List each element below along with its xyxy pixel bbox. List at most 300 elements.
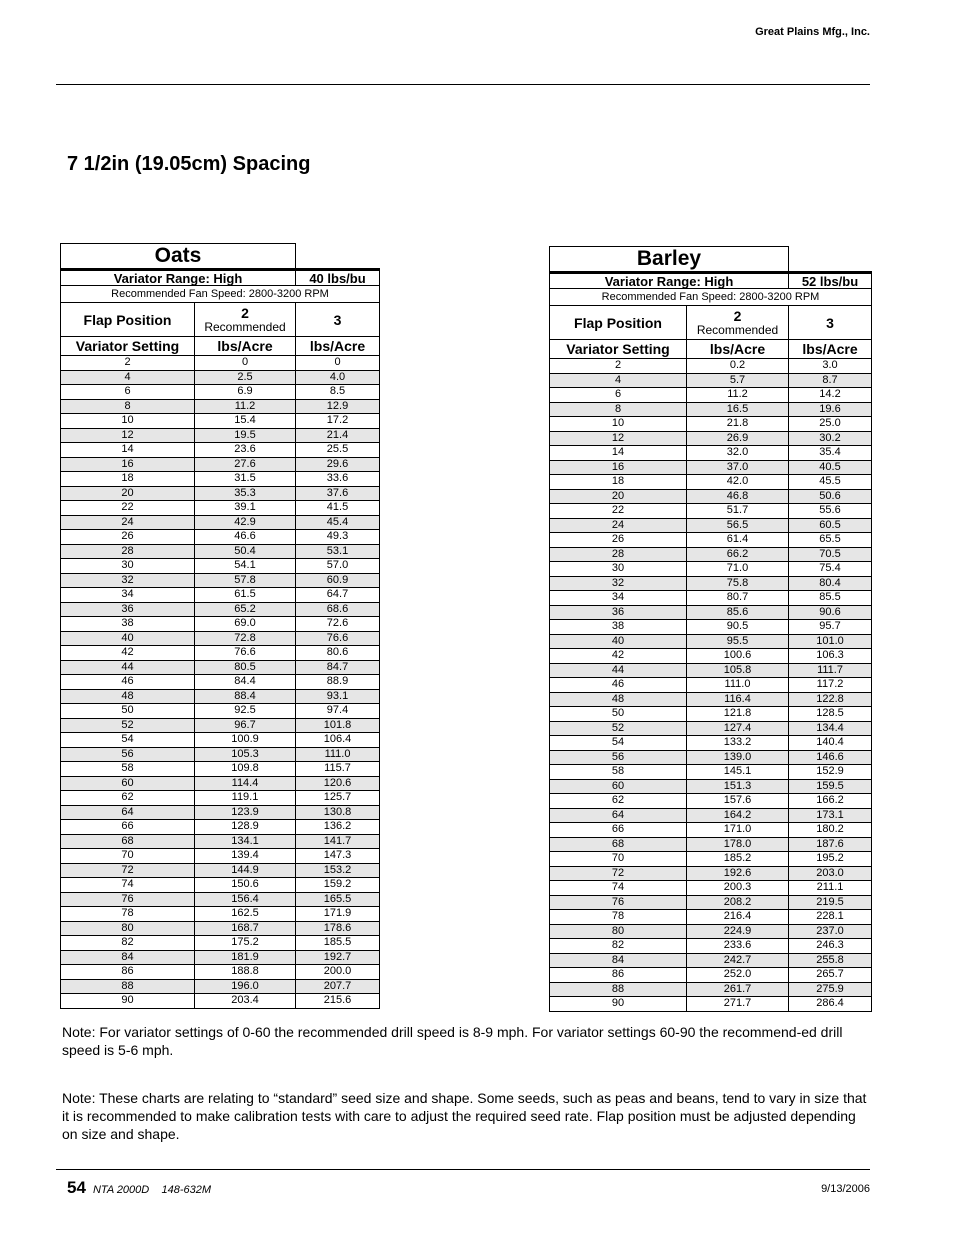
rate-flap-3-cell: 60.9 (296, 573, 380, 588)
variator-setting-cell: 66 (61, 820, 195, 835)
rate-flap-3-cell: 265.7 (789, 968, 872, 983)
rate-flap-2-cell: 121.8 (687, 707, 789, 722)
table-row (61, 791, 380, 806)
rate-flap-2-cell: 80.7 (687, 591, 789, 606)
table-row (61, 762, 380, 777)
table-row (550, 736, 872, 751)
rate-flap-2-cell: 50.4 (195, 544, 296, 559)
rate-flap-3-cell: 25.5 (296, 443, 380, 458)
table-row (61, 863, 380, 878)
variator-setting-cell: 76 (61, 892, 195, 907)
table-row (550, 750, 872, 765)
rate-flap-2-cell: 57.8 (195, 573, 296, 588)
variator-setting-cell: 12 (61, 428, 195, 443)
variator-setting-cell: 16 (61, 457, 195, 472)
rate-flap-2-cell: 150.6 (195, 878, 296, 893)
rate-flap-3-cell: 68.6 (296, 602, 380, 617)
variator-setting-cell: 24 (61, 515, 195, 530)
rate-flap-2-cell: 188.8 (195, 965, 296, 980)
table-row (61, 733, 380, 748)
table-row (61, 602, 380, 617)
column-header-row (61, 337, 380, 356)
table-row (550, 721, 872, 736)
header-rule (56, 84, 870, 85)
table-row (550, 475, 872, 490)
rate-flap-3-cell: 153.2 (296, 863, 380, 878)
variator-setting-cell: 8 (61, 399, 195, 414)
table-row (61, 936, 380, 951)
rate-flap-2-cell: 66.2 (687, 547, 789, 562)
lbs-acre-header: lbs/Acre (195, 337, 296, 356)
rate-flap-2-cell: 71.0 (687, 562, 789, 577)
rate-flap-2-cell: 6.9 (195, 385, 296, 400)
table-row (550, 895, 872, 910)
table-row (550, 402, 872, 417)
variator-setting-cell: 50 (550, 707, 687, 722)
table-row (550, 707, 872, 722)
rate-flap-3-cell: 49.3 (296, 530, 380, 545)
variator-setting-cell: 8 (550, 402, 687, 417)
rate-flap-3-cell: 246.3 (789, 939, 872, 954)
variator-setting-cell: 34 (61, 588, 195, 603)
rate-flap-2-cell: 2.5 (195, 370, 296, 385)
flap-number: 2 (733, 308, 742, 324)
rate-flap-3-cell: 237.0 (789, 924, 872, 939)
variator-setting-cell: 2 (61, 356, 195, 371)
rate-flap-3-cell: 72.6 (296, 617, 380, 632)
rate-flap-2-cell: 11.2 (195, 399, 296, 414)
rate-flap-3-cell: 117.2 (789, 678, 872, 693)
table-row (550, 373, 872, 388)
rate-flap-2-cell: 192.6 (687, 866, 789, 881)
fan-speed: Recommended Fan Speed: 2800-3200 RPM (61, 286, 380, 303)
rate-flap-3-cell: 120.6 (296, 776, 380, 791)
rate-flap-2-cell: 261.7 (687, 982, 789, 997)
variator-setting-cell: 72 (550, 866, 687, 881)
variator-setting-cell: 74 (550, 881, 687, 896)
rate-flap-2-cell: 100.9 (195, 733, 296, 748)
table-row (61, 907, 380, 922)
variator-setting-cell: 18 (550, 475, 687, 490)
variator-setting-cell: 32 (61, 573, 195, 588)
variator-setting-cell: 88 (61, 979, 195, 994)
rate-flap-3-cell: 275.9 (789, 982, 872, 997)
table-row (61, 718, 380, 733)
table-row (550, 779, 872, 794)
variator-setting-cell: 14 (61, 443, 195, 458)
rate-flap-3-cell: 101.0 (789, 634, 872, 649)
table-row (550, 852, 872, 867)
rate-flap-2-cell: 233.6 (687, 939, 789, 954)
rate-flap-3-cell: 93.1 (296, 689, 380, 704)
variator-setting-header: Variator Setting (61, 337, 195, 356)
rate-flap-2-cell: 31.5 (195, 472, 296, 487)
rate-flap-3-cell: 45.5 (789, 475, 872, 490)
rate-flap-2-cell: 185.2 (687, 852, 789, 867)
table-row (550, 605, 872, 620)
rate-flap-2-cell: 105.3 (195, 747, 296, 762)
variator-setting-cell: 24 (550, 518, 687, 533)
variator-setting-cell: 56 (550, 750, 687, 765)
table-row (61, 399, 380, 414)
table-row (61, 892, 380, 907)
variator-setting-cell: 20 (550, 489, 687, 504)
variator-setting-cell: 46 (550, 678, 687, 693)
rate-flap-3-cell: 14.2 (789, 388, 872, 403)
table-row (61, 776, 380, 791)
rate-flap-3-cell: 19.6 (789, 402, 872, 417)
rate-flap-2-cell: 156.4 (195, 892, 296, 907)
variator-setting-cell: 26 (550, 533, 687, 548)
variator-setting-cell: 26 (61, 530, 195, 545)
rate-flap-2-cell: 75.8 (687, 576, 789, 591)
rate-flap-3-cell: 60.5 (789, 518, 872, 533)
table-row (61, 834, 380, 849)
table-row (61, 544, 380, 559)
rate-table (60, 268, 380, 1009)
rate-flap-3-cell: 115.7 (296, 762, 380, 777)
table-row (61, 457, 380, 472)
rate-flap-2-cell: 84.4 (195, 675, 296, 690)
barley-rate-table (549, 246, 871, 1012)
table-row (61, 631, 380, 646)
variator-setting-cell: 10 (550, 417, 687, 432)
rate-flap-3-cell: 97.4 (296, 704, 380, 719)
rate-flap-3-cell: 3.0 (789, 359, 872, 374)
table-row (61, 486, 380, 501)
rate-flap-2-cell: 61.4 (687, 533, 789, 548)
variator-setting-cell: 42 (550, 649, 687, 664)
rate-flap-3-cell: 4.0 (296, 370, 380, 385)
variator-setting-cell: 30 (550, 562, 687, 577)
table-row (550, 518, 872, 533)
rate-flap-3-cell: 146.6 (789, 750, 872, 765)
lbs-acre-header: lbs/Acre (296, 337, 380, 356)
rate-flap-2-cell: 90.5 (687, 620, 789, 635)
variator-setting-cell: 78 (550, 910, 687, 925)
variator-setting-cell: 70 (61, 849, 195, 864)
rate-flap-3-cell: 195.2 (789, 852, 872, 867)
table-row (550, 939, 872, 954)
rate-flap-3-cell: 228.1 (789, 910, 872, 925)
variator-setting-cell: 38 (550, 620, 687, 635)
variator-range: Variator Range: High (61, 270, 296, 286)
rate-flap-3-cell: 141.7 (296, 834, 380, 849)
rate-flap-3-cell: 17.2 (296, 414, 380, 429)
table-row (550, 460, 872, 475)
table-row (550, 547, 872, 562)
footer-rule (56, 1169, 870, 1170)
table-row (550, 388, 872, 403)
rate-flap-3-cell: 134.4 (789, 721, 872, 736)
variator-setting-cell: 28 (61, 544, 195, 559)
variator-setting-cell: 62 (61, 791, 195, 806)
drill-speed-note: Note: For variator settings of 0-60 the recommended drill speed is 8-9 mph. For variator settings 60-90 the recommend-ed drill speed is 5-6 mph. (62, 1024, 843, 1058)
variator-setting-cell: 48 (61, 689, 195, 704)
variator-setting-cell: 64 (61, 805, 195, 820)
table-row (550, 794, 872, 809)
variator-setting-cell: 30 (61, 559, 195, 574)
table-row (550, 837, 872, 852)
variator-setting-cell: 86 (550, 968, 687, 983)
rate-flap-2-cell: 76.6 (195, 646, 296, 661)
table-row (61, 443, 380, 458)
variator-setting-cell: 86 (61, 965, 195, 980)
rate-flap-3-cell: 159.2 (296, 878, 380, 893)
table-row (61, 979, 380, 994)
table-row (61, 472, 380, 487)
variator-setting-cell: 36 (61, 602, 195, 617)
rate-flap-2-cell: 5.7 (687, 373, 789, 388)
table-row (550, 634, 872, 649)
variator-setting-cell: 80 (61, 921, 195, 936)
table-row (61, 559, 380, 574)
variator-setting-cell: 58 (550, 765, 687, 780)
rate-flap-2-cell: 11.2 (687, 388, 789, 403)
recommended-label: Recommended (696, 323, 779, 337)
rate-flap-2-cell: 252.0 (687, 968, 789, 983)
rate-flap-2-cell: 56.5 (687, 518, 789, 533)
rate-flap-2-cell: 16.5 (687, 402, 789, 417)
variator-setting-cell: 42 (61, 646, 195, 661)
table-row (550, 591, 872, 606)
table-row (61, 370, 380, 385)
rate-flap-2-cell: 39.1 (195, 501, 296, 516)
flap-number: 2 (241, 305, 249, 321)
variator-setting-cell: 62 (550, 794, 687, 809)
variator-range-row (550, 273, 872, 289)
rate-flap-2-cell: 164.2 (687, 808, 789, 823)
rate-flap-2-cell: 32.0 (687, 446, 789, 461)
rate-flap-2-cell: 151.3 (687, 779, 789, 794)
rate-flap-3-cell: 76.6 (296, 631, 380, 646)
variator-setting-cell: 32 (550, 576, 687, 591)
variator-setting-cell: 78 (61, 907, 195, 922)
table-row (550, 982, 872, 997)
rate-flap-3-cell: 53.1 (296, 544, 380, 559)
table-row (550, 823, 872, 838)
variator-setting-cell: 34 (550, 591, 687, 606)
rate-flap-2-cell: 21.8 (687, 417, 789, 432)
table-row (550, 359, 872, 374)
rate-flap-3-cell: 33.6 (296, 472, 380, 487)
rate-flap-2-cell: 181.9 (195, 950, 296, 965)
table-row (61, 414, 380, 429)
rate-flap-3-cell: 8.5 (296, 385, 380, 400)
rate-flap-3-cell: 173.1 (789, 808, 872, 823)
table-row (61, 515, 380, 530)
table-row (550, 866, 872, 881)
rate-flap-2-cell: 96.7 (195, 718, 296, 733)
table-row (61, 994, 380, 1009)
table-row (550, 649, 872, 664)
flap-position-row (61, 303, 380, 337)
rate-flap-2-cell: 216.4 (687, 910, 789, 925)
variator-setting-cell: 82 (61, 936, 195, 951)
rate-flap-2-cell: 116.4 (687, 692, 789, 707)
rate-flap-3-cell: 180.2 (789, 823, 872, 838)
variator-setting-cell: 12 (550, 431, 687, 446)
rate-flap-2-cell: 92.5 (195, 704, 296, 719)
table-row (61, 878, 380, 893)
rate-flap-2-cell: 203.4 (195, 994, 296, 1009)
rate-flap-3-cell: 50.6 (789, 489, 872, 504)
variator-setting-cell: 46 (61, 675, 195, 690)
variator-setting-cell: 74 (61, 878, 195, 893)
seed-weight: 40 lbs/bu (296, 270, 380, 286)
table-title: Oats (60, 243, 296, 268)
rate-flap-3-cell: 140.4 (789, 736, 872, 751)
table-row (61, 849, 380, 864)
table-row (550, 997, 872, 1012)
rate-flap-3-cell: 0 (296, 356, 380, 371)
variator-setting-cell: 64 (550, 808, 687, 823)
variator-setting-cell: 90 (550, 997, 687, 1012)
rate-flap-2-cell: 224.9 (687, 924, 789, 939)
page-number: 54 (67, 1178, 86, 1197)
seed-weight: 52 lbs/bu (789, 273, 872, 289)
table-row (550, 692, 872, 707)
table-row (61, 617, 380, 632)
rate-flap-3-cell: 64.7 (296, 588, 380, 603)
variator-setting-cell: 68 (550, 837, 687, 852)
variator-setting-cell: 72 (61, 863, 195, 878)
variator-setting-cell: 52 (550, 721, 687, 736)
rate-flap-3-cell: 130.8 (296, 805, 380, 820)
fan-speed: Recommended Fan Speed: 2800-3200 RPM (550, 289, 872, 306)
flap-position-row (550, 306, 872, 340)
rate-flap-3-cell: 95.7 (789, 620, 872, 635)
rate-flap-3-cell: 65.5 (789, 533, 872, 548)
variator-setting-cell: 20 (61, 486, 195, 501)
lbs-acre-header: lbs/Acre (687, 340, 789, 359)
variator-setting-cell: 48 (550, 692, 687, 707)
variator-setting-cell: 56 (61, 747, 195, 762)
rate-flap-2-cell: 145.1 (687, 765, 789, 780)
table-row (61, 805, 380, 820)
rate-flap-2-cell: 134.1 (195, 834, 296, 849)
rate-flap-3-cell: 219.5 (789, 895, 872, 910)
rate-flap-3-cell: 45.4 (296, 515, 380, 530)
rate-flap-3-cell: 122.8 (789, 692, 872, 707)
table-row (61, 965, 380, 980)
table-row (550, 504, 872, 519)
rate-flap-3-cell: 207.7 (296, 979, 380, 994)
company-name: Great Plains Mfg., Inc. (755, 26, 870, 38)
footer-date: 9/13/2006 (821, 1183, 870, 1195)
variator-setting-cell: 80 (550, 924, 687, 939)
table-row (61, 689, 380, 704)
variator-setting-cell: 52 (61, 718, 195, 733)
flap-position-label: Flap Position (550, 306, 687, 340)
rate-flap-3-cell: 255.8 (789, 953, 872, 968)
variator-setting-cell: 4 (550, 373, 687, 388)
table-row (550, 924, 872, 939)
rate-flap-2-cell: 119.1 (195, 791, 296, 806)
rate-flap-3-cell: 125.7 (296, 791, 380, 806)
rate-flap-2-cell: 19.5 (195, 428, 296, 443)
rate-flap-2-cell: 133.2 (687, 736, 789, 751)
variator-setting-cell: 90 (61, 994, 195, 1009)
rate-flap-2-cell: 88.4 (195, 689, 296, 704)
table-row (550, 910, 872, 925)
rate-flap-2-cell: 95.5 (687, 634, 789, 649)
variator-range: Variator Range: High (550, 273, 789, 289)
table-row (550, 765, 872, 780)
rate-flap-3-cell: 8.7 (789, 373, 872, 388)
variator-setting-cell: 22 (61, 501, 195, 516)
rate-flap-3-cell: 106.3 (789, 649, 872, 664)
rate-flap-2-cell: 196.0 (195, 979, 296, 994)
rate-flap-3-cell: 187.6 (789, 837, 872, 852)
fan-speed-row (61, 286, 380, 303)
variator-setting-cell: 22 (550, 504, 687, 519)
table-row (61, 704, 380, 719)
table-row (550, 489, 872, 504)
rate-flap-3-cell: 200.0 (296, 965, 380, 980)
flap-position-3: 3 (789, 306, 872, 340)
rate-flap-3-cell: 159.5 (789, 779, 872, 794)
page-title: 7 1/2in (19.05cm) Spacing (67, 153, 311, 175)
rate-flap-3-cell: 21.4 (296, 428, 380, 443)
rate-flap-3-cell: 88.9 (296, 675, 380, 690)
rate-flap-3-cell: 90.6 (789, 605, 872, 620)
table-row (550, 562, 872, 577)
doc-id: NTA 2000D (92, 1184, 150, 1196)
variator-setting-cell: 10 (61, 414, 195, 429)
rate-flap-2-cell: 72.8 (195, 631, 296, 646)
rate-flap-3-cell: 185.5 (296, 936, 380, 951)
rate-flap-2-cell: 54.1 (195, 559, 296, 574)
rate-flap-2-cell: 85.6 (687, 605, 789, 620)
table-body (550, 273, 872, 1012)
rate-table (549, 271, 872, 1012)
table-row (61, 530, 380, 545)
table-title: Barley (549, 246, 789, 271)
rate-flap-2-cell: 242.7 (687, 953, 789, 968)
table-row (550, 417, 872, 432)
rate-flap-3-cell: 147.3 (296, 849, 380, 864)
table-row (61, 501, 380, 516)
flap-position-2 (687, 306, 789, 340)
rate-flap-3-cell: 136.2 (296, 820, 380, 835)
rate-flap-2-cell: 23.6 (195, 443, 296, 458)
table-row (61, 588, 380, 603)
rate-flap-2-cell: 109.8 (195, 762, 296, 777)
rate-flap-3-cell: 215.6 (296, 994, 380, 1009)
rate-flap-3-cell: 75.4 (789, 562, 872, 577)
table-row (550, 953, 872, 968)
variator-setting-cell: 44 (550, 663, 687, 678)
rate-flap-3-cell: 101.8 (296, 718, 380, 733)
rate-flap-3-cell: 37.6 (296, 486, 380, 501)
rate-flap-3-cell: 30.2 (789, 431, 872, 446)
rate-flap-3-cell: 55.6 (789, 504, 872, 519)
table-row (61, 675, 380, 690)
table-row (550, 533, 872, 548)
table-row (550, 620, 872, 635)
rate-flap-2-cell: 127.4 (687, 721, 789, 736)
rate-flap-2-cell: 69.0 (195, 617, 296, 632)
rate-flap-2-cell: 42.9 (195, 515, 296, 530)
rate-flap-2-cell: 105.8 (687, 663, 789, 678)
rate-flap-3-cell: 203.0 (789, 866, 872, 881)
rate-flap-2-cell: 139.4 (195, 849, 296, 864)
rate-flap-2-cell: 208.2 (687, 895, 789, 910)
rate-flap-2-cell: 51.7 (687, 504, 789, 519)
rate-flap-3-cell: 165.5 (296, 892, 380, 907)
rate-flap-2-cell: 162.5 (195, 907, 296, 922)
